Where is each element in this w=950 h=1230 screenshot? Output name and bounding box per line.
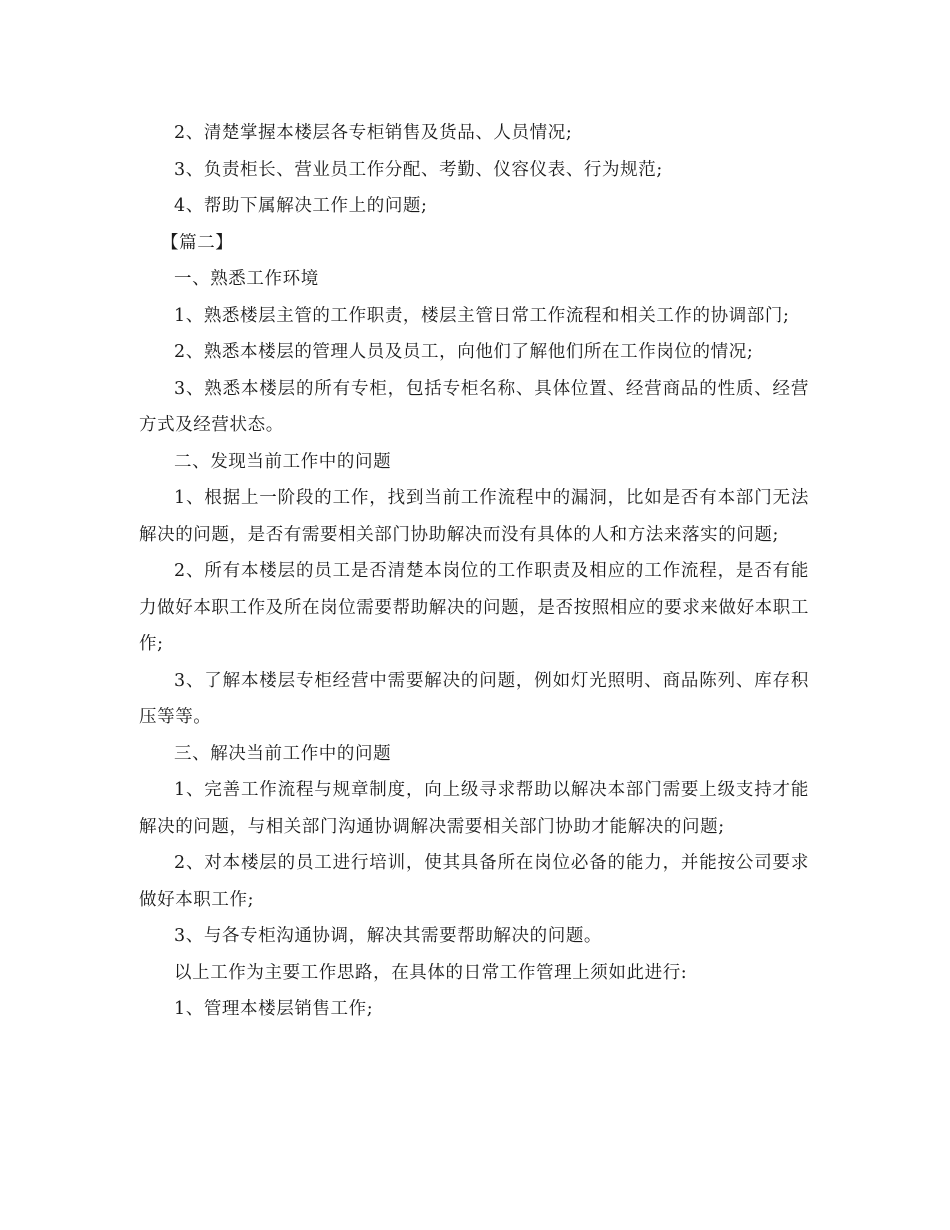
paragraph-item-3: 3、负责柜长、营业员工作分配、考勤、仪容仪表、行为规范;	[174, 159, 663, 180]
paragraph-solve-problems-1: 1、完善工作流程与规章制度，向上级寻求帮助以解决本部门需要上级支持才能解决的问题，与相关部门沟通协调解决需要相关部门协助才能解决的问题;	[139, 780, 809, 837]
paragraph-find-problems-2: 2、所有本楼层的员工是否清楚本岗位的工作职责及相应的工作流程，是否有能力做好本职工作及所在岗位需要帮助解决的问题，是否按照相应的要求来做好本职工作;	[139, 561, 809, 654]
paragraph-familiarize-3: 3、熟悉本楼层的所有专柜，包括专柜名称、具体位置、经营商品的性质、经营方式及经营状态。	[139, 378, 809, 435]
paragraph-solve-problems-2: 2、对本楼层的员工进行培训，使其具备所在岗位必备的能力，并能按公司要求做好本职工作;	[139, 853, 809, 910]
section-heading-part-two: 【篇二】	[161, 232, 234, 253]
section-heading-familiarize: 一、熟悉工作环境	[174, 269, 319, 289]
paragraph-daily-management-1: 1、管理本楼层销售工作;	[174, 999, 374, 1019]
paragraph-find-problems-1: 1、根据上一阶段的工作，找到当前工作流程中的漏洞，比如是否有本部门无法解决的问题，是否有需要相关部门协助解决而没有具体的人和方法来落实的问题;	[139, 488, 809, 545]
paragraph-solve-problems-3: 3、与各专柜沟通协调，解决其需要帮助解决的问题。	[174, 926, 603, 946]
paragraph-item-2: 2、清楚掌握本楼层各专柜销售及货品、人员情况;	[174, 123, 573, 143]
paragraph-familiarize-1: 1、熟悉楼层主管的工作职责，楼层主管日常工作流程和相关工作的协调部门;	[174, 305, 790, 326]
paragraph-familiarize-2: 2、熟悉本楼层的管理人员及员工，向他们了解他们所在工作岗位的情况;	[174, 342, 754, 362]
paragraph-item-4: 4、帮助下属解决工作上的问题;	[174, 196, 428, 216]
paragraph-summary: 以上工作为主要工作思路，在具体的日常工作管理上须如此进行:	[174, 962, 688, 983]
paragraph-find-problems-3: 3、了解本楼层专柜经营中需要解决的问题，例如灯光照明、商品陈列、库存积压等等。	[139, 670, 809, 727]
section-heading-find-problems: 二、发现当前工作中的问题	[174, 451, 392, 472]
section-heading-solve-problems: 三、解决当前工作中的问题	[174, 743, 392, 764]
document-body	[139, 115, 809, 1028]
